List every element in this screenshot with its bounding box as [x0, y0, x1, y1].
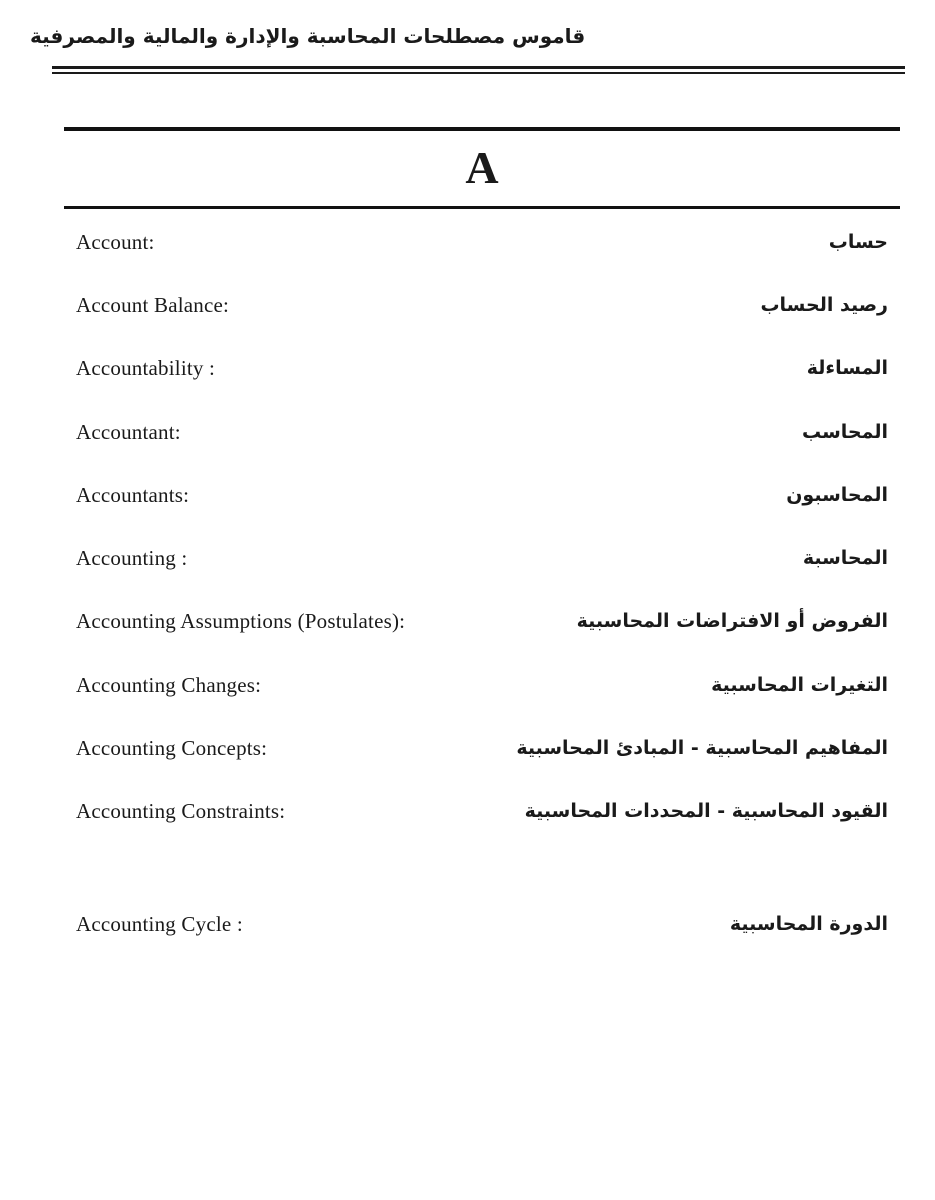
entry-term-english: Accounting Concepts: — [76, 736, 268, 760]
glossary-entry — [76, 795, 888, 827]
entry-term-english: Accounting : — [76, 546, 188, 570]
entry-term-english: Accounting Constraints: — [76, 799, 286, 823]
entry-term-english: Accounting Cycle : — [76, 912, 243, 936]
entry-term-arabic: المحاسبون — [786, 484, 888, 506]
glossary-entry — [76, 416, 888, 448]
glossary-entry — [76, 669, 888, 701]
glossary-entry — [76, 352, 888, 384]
entry-term-arabic: المفاهيم المحاسبية - المبادئ المحاسبية — [516, 737, 888, 759]
entry-term-english: Accounting Changes: — [76, 673, 262, 697]
entry-term-english: Account Balance: — [76, 293, 230, 317]
entry-term-arabic: التغيرات المحاسبية — [711, 674, 888, 696]
entry-term-english: Accountant: — [76, 420, 181, 444]
entry-term-english: Account: — [76, 230, 155, 254]
entry-term-arabic: رصيد الحساب — [760, 294, 888, 316]
entry-term-english: Accounting Assumptions (Postulates): — [76, 609, 406, 633]
glossary-entry — [76, 908, 888, 940]
entry-term-arabic: القيود المحاسبية - المحددات المحاسبية — [524, 800, 888, 822]
page-header — [0, 22, 935, 62]
entry-term-arabic: المساءلة — [806, 357, 888, 379]
glossary-entry — [76, 479, 888, 511]
section-rule-bottom — [64, 206, 900, 209]
entry-term-arabic: الفروض أو الافتراضات المحاسبية — [576, 610, 888, 632]
glossary-entry — [76, 289, 888, 321]
entry-term-arabic: حساب — [828, 231, 888, 253]
entry-term-arabic: الدورة المحاسبية — [729, 913, 888, 935]
entry-term-arabic: المحاسبة — [802, 547, 888, 569]
section-rule-top — [64, 127, 900, 131]
entry-term-english: Accountability : — [76, 356, 216, 380]
glossary-entry — [76, 605, 888, 637]
entry-term-english: Accountants: — [76, 483, 190, 507]
glossary-entry — [76, 226, 888, 258]
entry-term-arabic: المحاسب — [801, 421, 888, 443]
header-rule-thick — [52, 66, 905, 69]
glossary-entry — [76, 542, 888, 574]
header-rule-thin — [52, 72, 905, 74]
section-letter: A — [465, 142, 499, 193]
page-header-title: قاموس مصطلحات المحاسبة والإدارة والمالية والمصرفية — [30, 24, 586, 48]
glossary-entry — [76, 732, 888, 764]
